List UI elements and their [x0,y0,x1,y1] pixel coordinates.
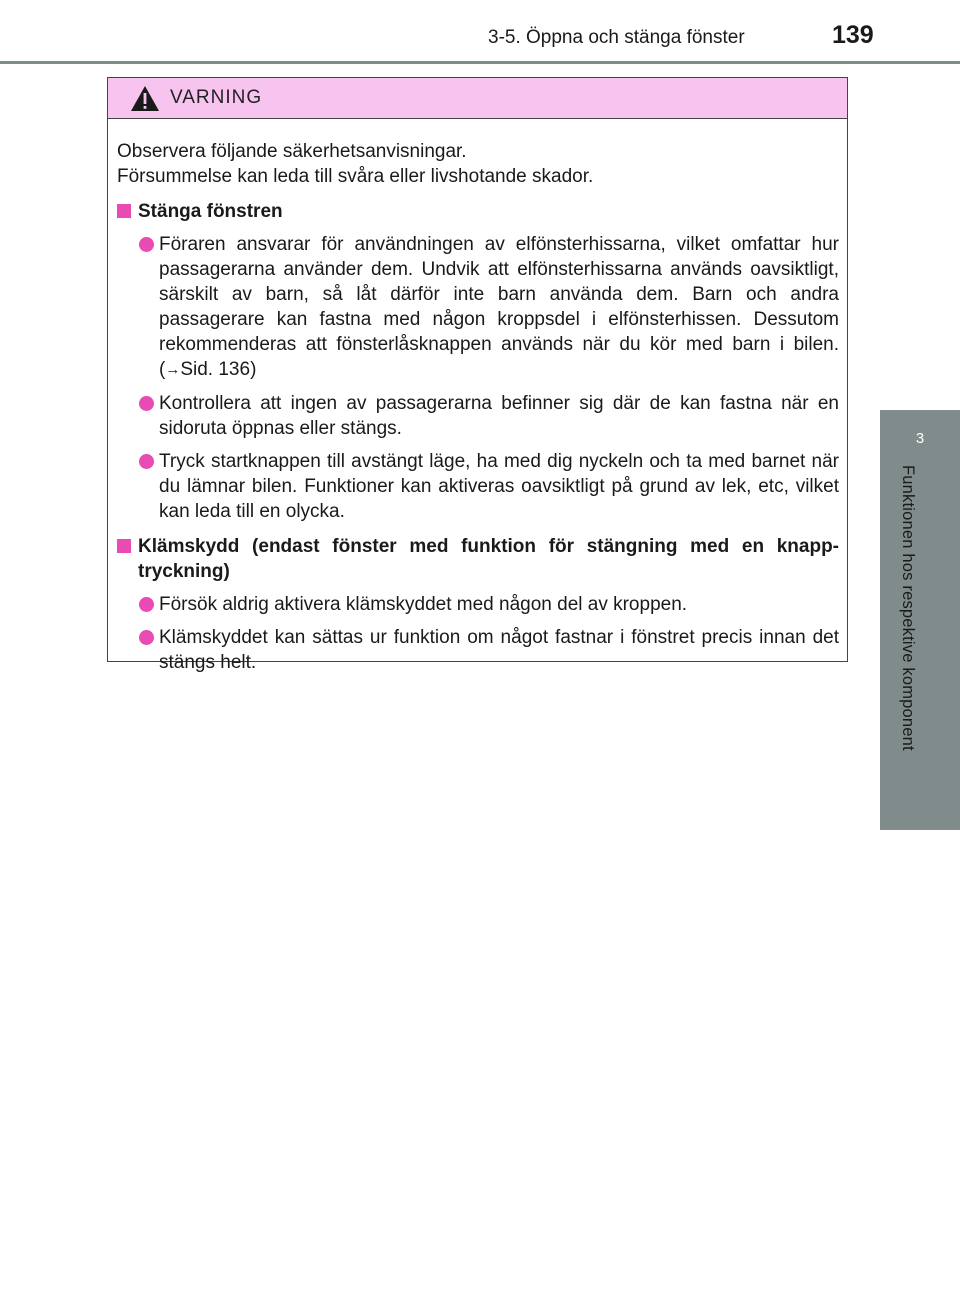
list-item [117,232,839,383]
square-bullet-icon [117,204,131,218]
dot-bullet-icon [139,237,154,252]
list-item-text: Försök aldrig aktivera klämskyddet med någon del av kroppen. [159,594,688,615]
section-heading [117,534,839,584]
section-heading [117,199,839,224]
list-item-text: Klämskyddet kan sättas ur funktion om något fastnar i fönstret precis innan det stängs helt. [159,627,839,673]
warning-box [107,77,848,673]
arrow-right-icon: → [165,361,181,378]
dot-bullet-icon [139,630,154,645]
side-tab [880,410,960,830]
dot-bullet-icon [139,396,154,411]
section-heading-text: Klämskydd (endast fönster med funktion för stängning med en knapp-tryckning) [138,536,839,582]
warning-triangle-icon [130,85,160,112]
section-heading-text: Stänga fönstren [138,201,283,222]
warning-intro [117,139,839,189]
side-tab-number: 3 [915,430,925,447]
warning-body [108,119,847,675]
list-item-text: Tryck startknappen till avstängt läge, ha med dig nyckeln och ta med barnet när du lämnar bilen. Funktioner kan aktiveras oavsiktligt på grund av lek, etc, vilket kan leda till en olycka. [159,451,839,522]
warning-header [108,78,847,119]
list-item-text: Kontrollera att ingen av passagerarna befinner sig där de kan fastna när en sidoruta öppnas eller stängs. [159,393,839,439]
list-item [117,391,839,441]
list-item-body: Föraren ansvarar för användningen av elfönsterhissarna, vilket omfattar hur passagerarna använder dem. Undvik att elfönsterhissarna används oavsiktligt, särskilt av barn, så låt därför inte barn använda dem. Barn och andra passagerare kan fastna med någon kroppsdel i elfönsterhissen. Dessutom rekommenderas att fönsterlåsknappen används när du kör med barn i bilen. [159,234,839,355]
dot-bullet-icon [139,454,154,469]
list-item [117,592,839,617]
square-bullet-icon [117,539,131,553]
list-item [117,449,839,524]
section-closing-windows [117,199,839,524]
list-item [117,625,839,675]
header-title: 3-5. Öppna och stänga fönster [488,27,745,48]
side-tab-label: Funktionen hos respektive komponent [899,465,917,751]
page-reference[interactable]: Sid. 136 [180,359,251,380]
warning-label: VARNING [170,87,263,108]
dot-bullet-icon [139,597,154,612]
header-rule [0,61,960,64]
page-number: 139 [832,21,874,49]
section-pinch-protection [117,534,839,675]
list-item-text: Föraren ansvarar för användningen av elfönsterhissarna, vilket omfattar hur passagerarna använder dem. Undvik att elfönsterhissarna används oavsiktligt, särskilt av barn, så låt därför inte barn använda dem. Barn och andra passagerare kan fastna med någon kroppsdel i elfönsterhissen. Dessutom rekommenderas att fönsterlåsknappen används när du kör med barn i bilen. (→Sid. 136) [159,234,839,380]
intro-line: Observera följande säkerhetsanvisningar. [117,141,467,162]
intro-line: Försummelse kan leda till svåra eller livshotande skador. [117,166,594,187]
